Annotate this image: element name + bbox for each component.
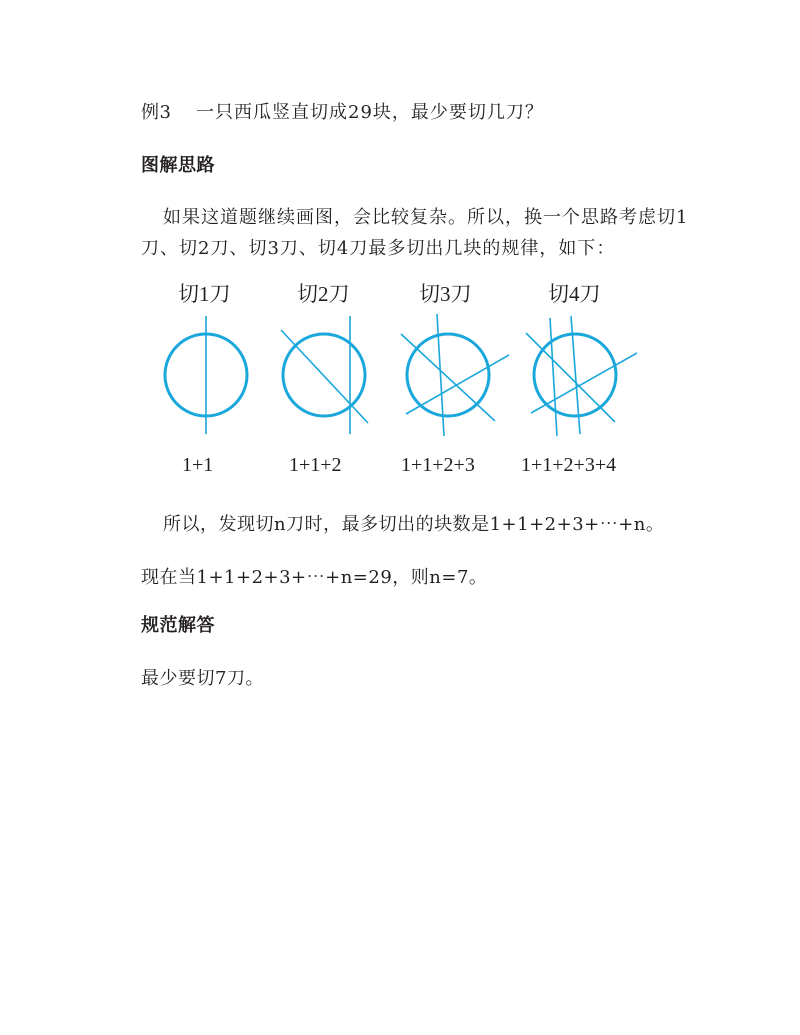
example-label: 例3	[141, 102, 172, 123]
cut-line	[281, 330, 368, 423]
example-question: 一只西瓜竖直切成29块，最少要切几刀？	[196, 102, 544, 123]
analysis-paragraph-line1: 如果这道题继续画图，会比较复杂。所以，换一个思路考虑切1	[163, 207, 689, 228]
answer-heading: 规范解答	[141, 615, 215, 636]
panel-4-formula: 1+1+2+3+4	[521, 454, 617, 476]
cut-line	[531, 353, 637, 413]
conclusion-sentence-2: 现在当1+1+2+3+⋯+n=29，则n=7。	[141, 567, 488, 588]
panel-1-formula: 1+1	[182, 454, 214, 476]
conclusion-sentence-1: 所以，发现切n刀时，最多切出的块数是1+1+2+3+⋯+n。	[163, 514, 665, 535]
panel-2-label: 切2刀	[297, 282, 350, 306]
answer-text: 最少要切7刀。	[141, 668, 264, 689]
panel-3-formula: 1+1+2+3	[401, 454, 475, 476]
panel-2-drawing	[281, 316, 368, 434]
panel-1-drawing	[165, 316, 247, 434]
cut-line	[550, 318, 557, 436]
analysis-paragraph-line2: 刀、切2刀、切3刀、切4刀最多切出几块的规律，如下：	[141, 238, 616, 259]
panel-2-formula: 1+1+2	[289, 454, 342, 476]
analysis-heading: 图解思路	[141, 155, 215, 176]
panel-3-drawing	[401, 314, 509, 436]
panel-4-label: 切4刀	[548, 282, 601, 306]
panel-4-drawing	[526, 316, 637, 436]
panel-3-label: 切3刀	[419, 282, 472, 306]
cut-line	[406, 355, 509, 414]
cut-line	[437, 314, 444, 436]
panel-1-label: 切1刀	[178, 282, 231, 306]
